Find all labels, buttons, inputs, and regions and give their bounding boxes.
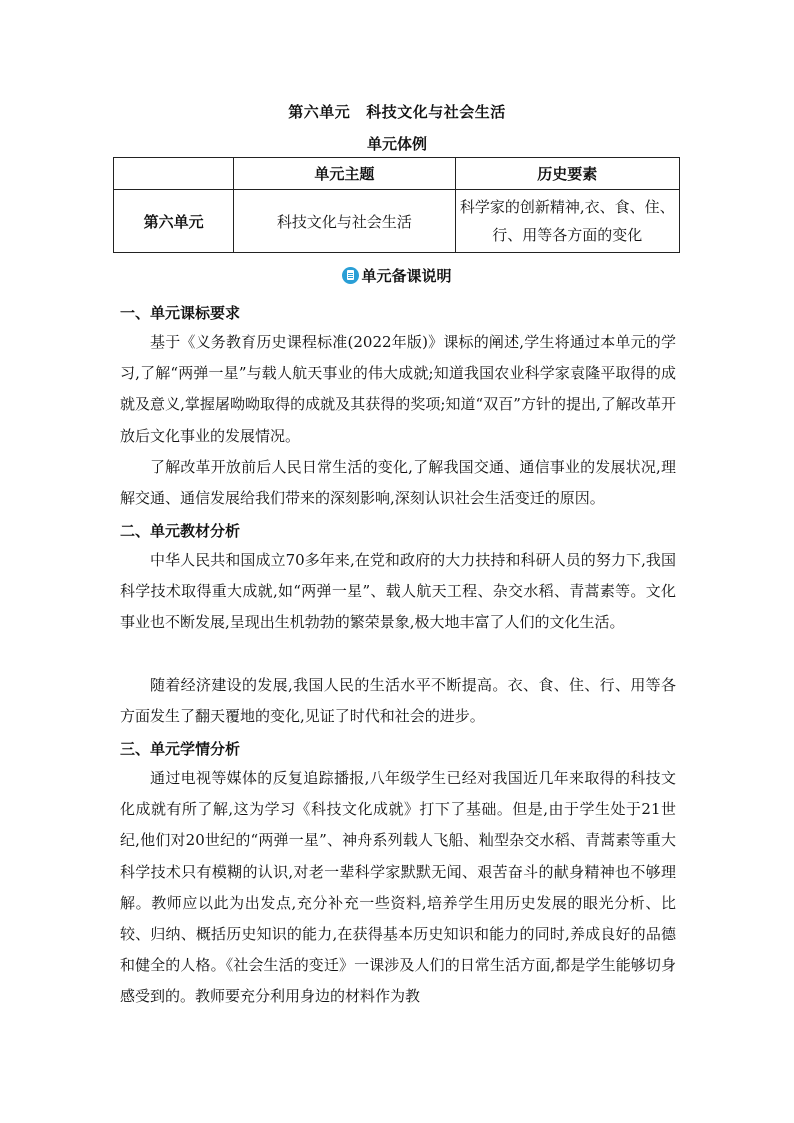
section-heading: 一、单元课标要求	[120, 304, 241, 322]
paragraph: 随着经济建设的发展,我国人民的生活水平不断提高。衣、食、住、行、用等各方面发生了翻天覆地的变化,见证了时代和社会的进步。	[120, 676, 676, 726]
page-title	[0, 101, 794, 122]
section-heading: 三、单元学情分析	[120, 740, 241, 758]
table-caption: 单元体例	[366, 135, 427, 153]
prep-heading	[0, 265, 794, 286]
table-header-cell: 单元主题	[234, 158, 455, 190]
paragraph: 基于《义务教育历史课程标准(2022年版)》课标的阐述,学生将通过本单元的学习,了解“两弹一星”与载人航天事业的伟大成就;知道我国农业科学家袁隆平取得的成就及意义,掌握屠呦呦取得的成就及其获得的奖项;知道“双百”方针的提出,了解改革开放后文化事业的发展情况。	[120, 333, 676, 445]
prep-title: 单元备课说明	[361, 267, 452, 285]
table-header-row	[114, 158, 680, 190]
table-cell-theme: 科技文化与社会生活	[234, 190, 455, 253]
title-unit: 第六单元	[288, 103, 351, 121]
paragraph: 了解改革开放前后人民日常生活的变化,了解我国交通、通信事业的发展状况,理解交通、通信发展给我们带来的深刻影响,深刻认识社会生活变迁的原因。	[120, 458, 676, 508]
table-cell-unit: 第六单元	[114, 190, 234, 253]
section-heading: 二、单元教材分析	[120, 522, 241, 540]
table-header-cell: 历史要素	[455, 158, 679, 190]
table-row	[114, 190, 680, 253]
notepad-icon	[342, 267, 359, 284]
title-topic: 科技文化与社会生活	[366, 103, 506, 121]
paragraph: 中华人民共和国成立70多年来,在党和政府的大力扶持和科研人员的努力下,我国科学技术取得重大成就,如“两弹一星”、载人航天工程、杂交水稻、青蒿素等。文化事业也不断发展,呈现出生机勃勃的繁荣景象,极大地丰富了人们的文化生活。	[120, 551, 676, 632]
table-header-cell	[114, 158, 234, 190]
unit-table	[113, 157, 680, 253]
table-cell-elements: 科学家的创新精神,衣、食、住、行、用等各方面的变化	[455, 190, 679, 253]
paragraph: 通过电视等媒体的反复追踪播报,八年级学生已经对我国近几年来取得的科技文化成就有所了解,这为学习《科技文化成就》打下了基础。但是,由于学生处于21世纪,他们对20世纪的“两弹一星”、神舟系列载人飞船、籼型杂交水稻、青蒿素等重大科学技术只有模糊的认识,对老一辈科学家默默无闻、艰苦奋斗的献身精神也不够理解。教师应以此为出发点,充分补充一些资料,培养学生用历史发展的眼光分析、比较、归纳、概括历史知识的能力,在获得基本历史知识和能力的同时,养成良好的品德和健全的人格。《社会生活的变迁》一课涉及人们的日常生活方面,都是学生能够切身感受到的。教师要充分利用身边的材料作为教	[120, 769, 676, 1006]
